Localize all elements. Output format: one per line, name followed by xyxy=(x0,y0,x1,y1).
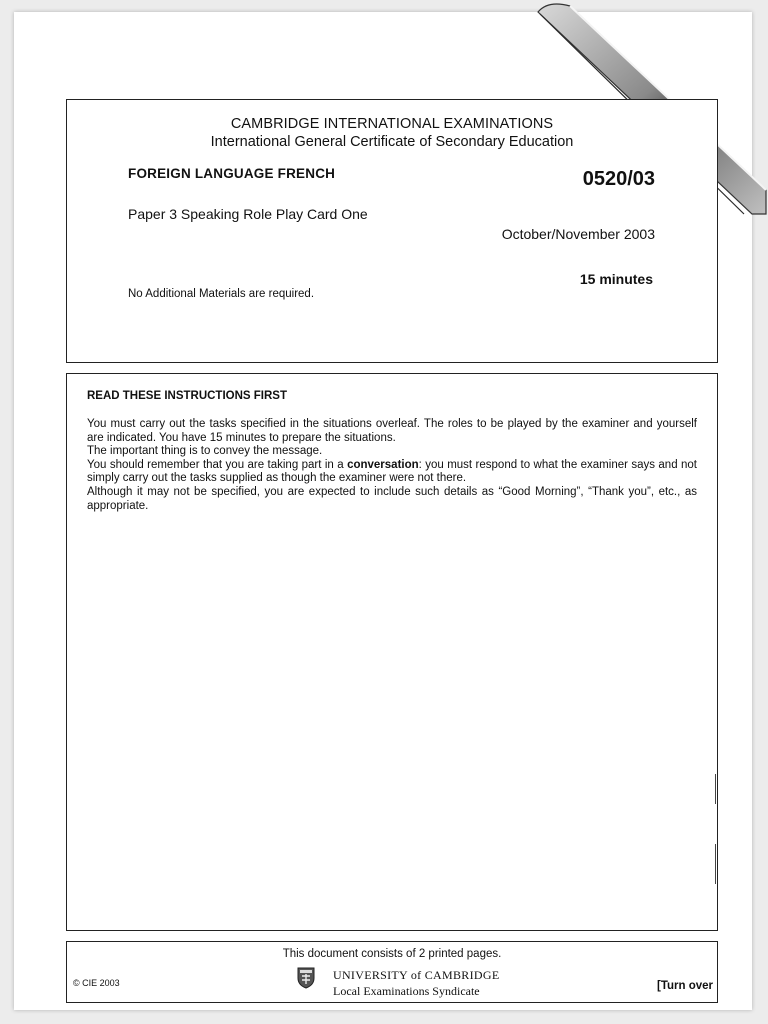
instructions-body xyxy=(87,418,697,513)
cover-footer xyxy=(66,941,718,1003)
subject-title: FOREIGN LANGUAGE FRENCH xyxy=(128,166,336,181)
copyright-note: © CIE 2003 xyxy=(73,978,120,988)
paper-title: Paper 3 Speaking Role Play Card One xyxy=(128,206,368,222)
instruction-text: : you must respond to what the examiner says and not simply carry out the tasks supplied as though the examiner were not there. xyxy=(87,458,698,485)
instructions-panel xyxy=(66,373,718,931)
instruction-paragraph xyxy=(87,459,697,486)
instruction-paragraph: You must carry out the tasks specified in the situations overleaf. The roles to be played by the examiner and yourself are indicated. You have 15 minutes to prepare the situations. xyxy=(87,418,697,444)
instruction-paragraph: Although it may not be specified, you are expected to include such details as “Good Morning”, “Thank you”, etc., as appropriate. xyxy=(87,485,697,512)
turn-over-note: [Turn over xyxy=(656,980,713,992)
paper-code: 0520/03 xyxy=(582,168,655,190)
instructions-heading: READ THESE INSTRUCTIONS FIRST xyxy=(87,390,287,402)
scan-artifact xyxy=(715,774,716,804)
organisation-title: CAMBRIDGE INTERNATIONAL EXAMINATIONS xyxy=(230,116,554,132)
instruction-paragraph: The important thing is to convey the message. xyxy=(87,445,323,458)
materials-note: No Additional Materials are required. xyxy=(128,288,315,300)
scan-artifact xyxy=(715,844,716,884)
exam-session: October/November 2003 xyxy=(501,226,655,242)
page-count-note: This document consists of 2 printed pages. xyxy=(282,948,502,960)
university-name: UNIVERSITY of CAMBRIDGE xyxy=(333,968,500,982)
qualification-title: International General Certificate of Secondary Education xyxy=(210,134,574,150)
cover-header xyxy=(66,99,718,363)
cambridge-crest-icon xyxy=(297,967,315,989)
syndicate-name: Local Examinations Syndicate xyxy=(333,984,480,998)
instruction-text: You should remember that you are taking part in a xyxy=(87,458,348,471)
instruction-emphasis: conversation xyxy=(347,458,419,471)
exam-duration: 15 minutes xyxy=(579,271,653,287)
